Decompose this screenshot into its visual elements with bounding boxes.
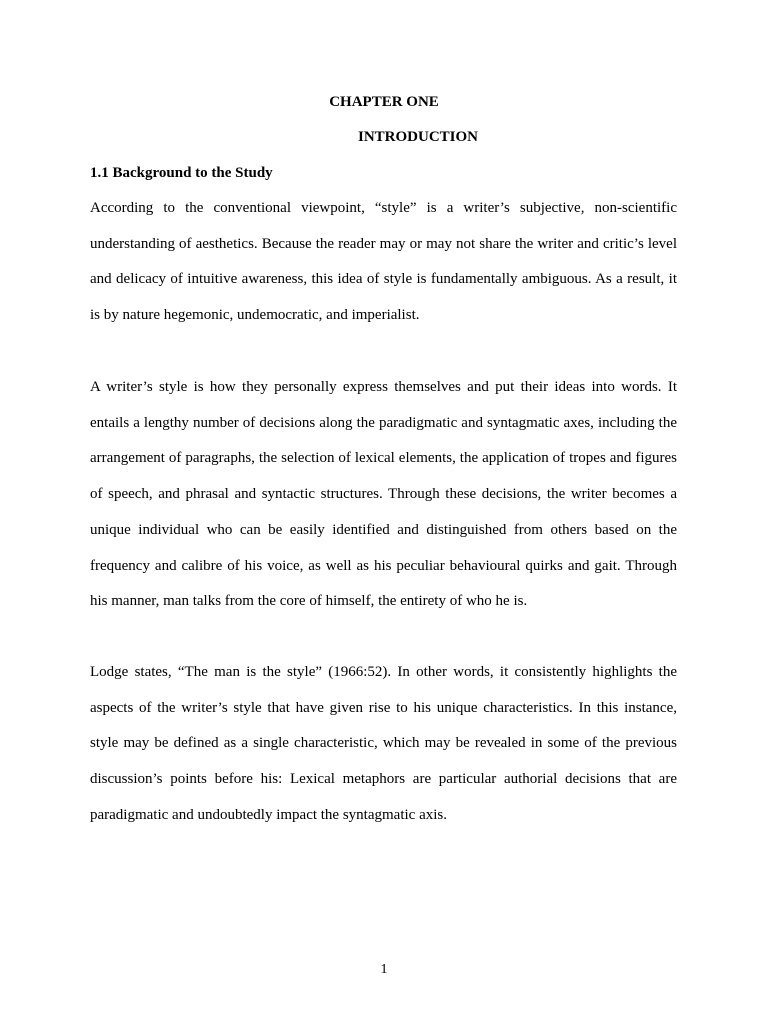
section-title: INTRODUCTION <box>357 129 478 145</box>
body-paragraph: According to the conventional viewpoint, “style” is a writer’s subjective, non-scientific understanding of aesthetics. Because the reader may or may not share the writer and critic’s level and delicacy of intuitive awareness, this idea of style is fundamentally ambiguous. As a result, it is by nature hegemonic, undemocratic, and imperialist. <box>90 200 677 324</box>
chapter-title: CHAPTER ONE <box>329 94 439 110</box>
subsection-heading: 1.1 Background to the Study <box>90 165 273 181</box>
page-number: 1 <box>380 962 388 977</box>
body-paragraph: Lodge states, “The man is the style” (1966:52). In other words, it consistently highlights the aspects of the writer’s style that have given rise to his unique characteristics. In this instance, style may be defined as a single characteristic, which may be revealed in some of the previous discussion’s points before his: Lexical metaphors are particular authorial decisions that are paradigmatic and undoubtedly impact the syntagmatic axis. <box>90 664 677 823</box>
body-paragraph: A writer’s style is how they personally express themselves and put their ideas into words. It entails a lengthy number of decisions along the paradigmatic and syntagmatic axes, including the arrangement of paragraphs, the selection of lexical elements, the application of tropes and figures of speech, and phrasal and syntactic structures. Through these decisions, the writer becomes a unique individual who can be easily identified and distinguished from others based on the frequency and calibre of his voice, as well as his peculiar behavioural quirks and gait. Through his manner, man talks from the core of himself, the entirety of who he is. <box>90 379 677 610</box>
